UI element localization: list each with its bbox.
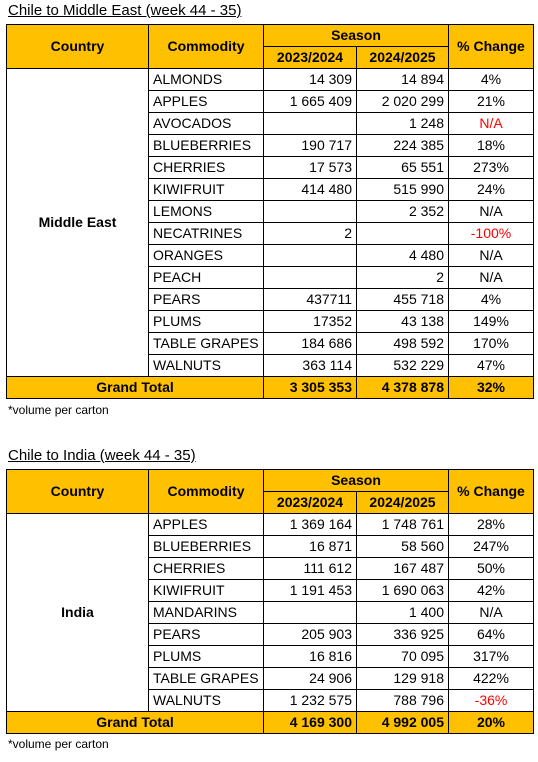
year2-value: 129 918 bbox=[357, 668, 449, 690]
change-value: N/A bbox=[449, 602, 534, 624]
commodity-cell: APPLES bbox=[149, 91, 264, 113]
commodity-cell: CHERRIES bbox=[149, 157, 264, 179]
year2-value: 2 bbox=[357, 267, 449, 289]
year2-value: 1 400 bbox=[357, 602, 449, 624]
change-value: 42% bbox=[449, 580, 534, 602]
commodity-cell: PEACH bbox=[149, 267, 264, 289]
commodity-cell: WALNUTS bbox=[149, 690, 264, 712]
year1-value: 2 bbox=[264, 223, 357, 245]
year2-value: 1 748 761 bbox=[357, 514, 449, 536]
change-value: 247% bbox=[449, 536, 534, 558]
change-value: 18% bbox=[449, 135, 534, 157]
year1-value: 17352 bbox=[264, 311, 357, 333]
year2-value: 515 990 bbox=[357, 179, 449, 201]
year2-value: 167 487 bbox=[357, 558, 449, 580]
year1-header: 2023/2024 bbox=[264, 47, 357, 69]
year1-value: 1 191 453 bbox=[264, 580, 357, 602]
year1-value: 437711 bbox=[264, 289, 357, 311]
change-value: 273% bbox=[449, 157, 534, 179]
grand-total-change: 20% bbox=[449, 712, 534, 734]
year2-value: 65 551 bbox=[357, 157, 449, 179]
year2-header: 2024/2025 bbox=[357, 47, 449, 69]
india-table bbox=[6, 469, 534, 734]
year1-value: 1 232 575 bbox=[264, 690, 357, 712]
change-header: % Change bbox=[449, 470, 534, 514]
season-header: Season bbox=[264, 25, 449, 47]
year1-value: 111 612 bbox=[264, 558, 357, 580]
commodity-cell: PLUMS bbox=[149, 311, 264, 333]
commodity-cell: NECATRINES bbox=[149, 223, 264, 245]
middle-east-title: Chile to Middle East (week 44 - 35) bbox=[8, 2, 242, 19]
year2-value: 224 385 bbox=[357, 135, 449, 157]
commodity-cell: KIWIFRUIT bbox=[149, 580, 264, 602]
commodity-cell: WALNUTS bbox=[149, 355, 264, 377]
middle-east-footnote: *volume per carton bbox=[8, 403, 109, 417]
commodity-cell: PLUMS bbox=[149, 646, 264, 668]
india-footnote: *volume per carton bbox=[8, 737, 109, 751]
year2-value: 58 560 bbox=[357, 536, 449, 558]
change-value: 64% bbox=[449, 624, 534, 646]
commodity-cell: BLUEBERRIES bbox=[149, 135, 264, 157]
year1-value: 184 686 bbox=[264, 333, 357, 355]
year2-value: 788 796 bbox=[357, 690, 449, 712]
change-value: -100% bbox=[449, 223, 534, 245]
year1-value bbox=[264, 201, 357, 223]
commodity-cell: MANDARINS bbox=[149, 602, 264, 624]
commodity-cell: BLUEBERRIES bbox=[149, 536, 264, 558]
change-value: 4% bbox=[449, 69, 534, 91]
middle-east-table bbox=[6, 24, 534, 399]
year1-value: 205 903 bbox=[264, 624, 357, 646]
commodity-cell: CHERRIES bbox=[149, 558, 264, 580]
table-row bbox=[7, 514, 534, 536]
commodity-cell: KIWIFRUIT bbox=[149, 179, 264, 201]
year2-header: 2024/2025 bbox=[357, 492, 449, 514]
year1-value: 16 871 bbox=[264, 536, 357, 558]
country-cell: Middle East bbox=[7, 69, 149, 377]
change-value: N/A bbox=[449, 201, 534, 223]
change-header: % Change bbox=[449, 25, 534, 69]
change-value: 149% bbox=[449, 311, 534, 333]
commodity-header: Commodity bbox=[149, 25, 264, 69]
year2-value: 498 592 bbox=[357, 333, 449, 355]
year2-value: 43 138 bbox=[357, 311, 449, 333]
grand-total-year1: 4 169 300 bbox=[264, 712, 357, 734]
year2-value: 336 925 bbox=[357, 624, 449, 646]
year1-value: 16 816 bbox=[264, 646, 357, 668]
year2-value: 14 894 bbox=[357, 69, 449, 91]
year2-value: 455 718 bbox=[357, 289, 449, 311]
change-value: 28% bbox=[449, 514, 534, 536]
year2-value: 2 020 299 bbox=[357, 91, 449, 113]
commodity-cell: PEARS bbox=[149, 289, 264, 311]
year1-value bbox=[264, 245, 357, 267]
change-value: 422% bbox=[449, 668, 534, 690]
country-header: Country bbox=[7, 470, 149, 514]
year1-value: 1 665 409 bbox=[264, 91, 357, 113]
year2-value: 1 690 063 bbox=[357, 580, 449, 602]
year1-value: 190 717 bbox=[264, 135, 357, 157]
change-value: 4% bbox=[449, 289, 534, 311]
grand-total-label: Grand Total bbox=[7, 712, 264, 734]
grand-total-row bbox=[7, 377, 534, 399]
commodity-cell: APPLES bbox=[149, 514, 264, 536]
country-header: Country bbox=[7, 25, 149, 69]
change-value: N/A bbox=[449, 267, 534, 289]
table-row bbox=[7, 69, 534, 91]
commodity-cell: TABLE GRAPES bbox=[149, 668, 264, 690]
year1-value: 414 480 bbox=[264, 179, 357, 201]
grand-total-row bbox=[7, 712, 534, 734]
change-value: 170% bbox=[449, 333, 534, 355]
commodity-cell: TABLE GRAPES bbox=[149, 333, 264, 355]
year2-value: 532 229 bbox=[357, 355, 449, 377]
year1-value bbox=[264, 602, 357, 624]
change-value: -36% bbox=[449, 690, 534, 712]
year1-value bbox=[264, 267, 357, 289]
year1-value: 24 906 bbox=[264, 668, 357, 690]
commodity-cell: ALMONDS bbox=[149, 69, 264, 91]
year1-value: 1 369 164 bbox=[264, 514, 357, 536]
year1-header: 2023/2024 bbox=[264, 492, 357, 514]
grand-total-label: Grand Total bbox=[7, 377, 264, 399]
change-value: N/A bbox=[449, 245, 534, 267]
year1-value: 363 114 bbox=[264, 355, 357, 377]
country-cell: India bbox=[7, 514, 149, 712]
year1-value bbox=[264, 113, 357, 135]
season-header: Season bbox=[264, 470, 449, 492]
grand-total-year1: 3 305 353 bbox=[264, 377, 357, 399]
change-value: 24% bbox=[449, 179, 534, 201]
change-value: 47% bbox=[449, 355, 534, 377]
change-value: 317% bbox=[449, 646, 534, 668]
year2-value: 4 480 bbox=[357, 245, 449, 267]
change-value: N/A bbox=[449, 113, 534, 135]
commodity-cell: PEARS bbox=[149, 624, 264, 646]
year1-value: 17 573 bbox=[264, 157, 357, 179]
year2-value bbox=[357, 223, 449, 245]
year1-value: 14 309 bbox=[264, 69, 357, 91]
india-title: Chile to India (week 44 - 35) bbox=[8, 447, 196, 464]
commodity-header: Commodity bbox=[149, 470, 264, 514]
commodity-cell: ORANGES bbox=[149, 245, 264, 267]
change-value: 21% bbox=[449, 91, 534, 113]
commodity-cell: LEMONS bbox=[149, 201, 264, 223]
year2-value: 70 095 bbox=[357, 646, 449, 668]
grand-total-year2: 4 992 005 bbox=[357, 712, 449, 734]
year2-value: 1 248 bbox=[357, 113, 449, 135]
grand-total-change: 32% bbox=[449, 377, 534, 399]
change-value: 50% bbox=[449, 558, 534, 580]
grand-total-year2: 4 378 878 bbox=[357, 377, 449, 399]
year2-value: 2 352 bbox=[357, 201, 449, 223]
commodity-cell: AVOCADOS bbox=[149, 113, 264, 135]
